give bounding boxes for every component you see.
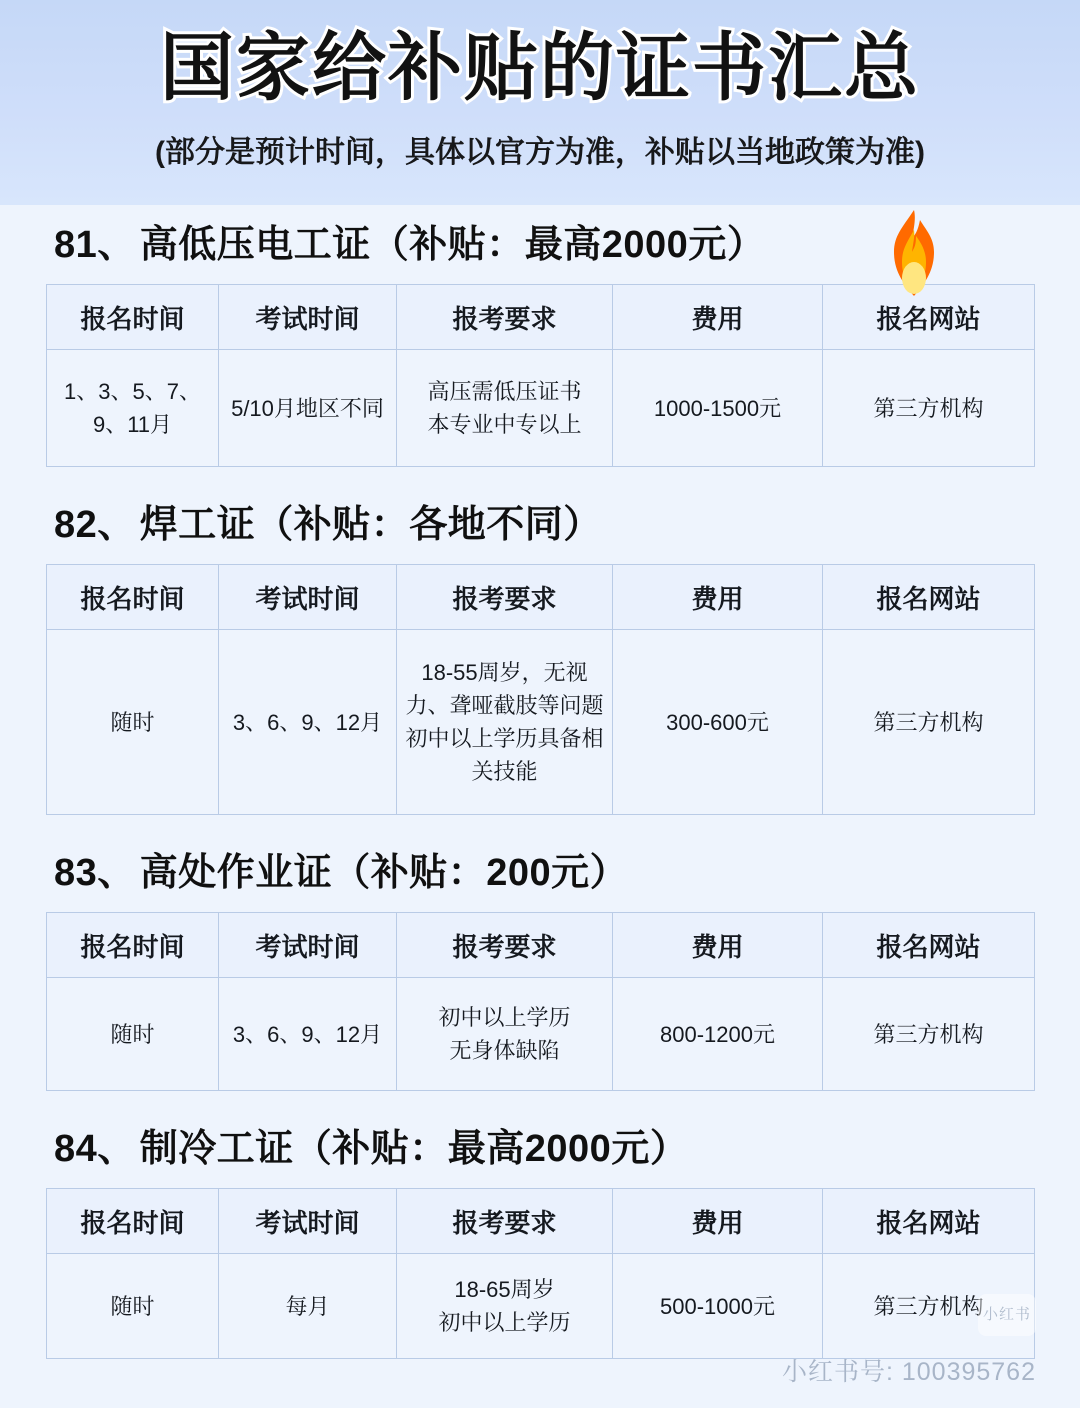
section-84-name: 制冷工证（补贴：最高2000元） (139, 1128, 689, 1170)
section-82-number: 82、 (54, 504, 136, 546)
col-signup-time: 报名时间 (47, 565, 219, 630)
table-row (47, 350, 1035, 467)
cell-requirements: 高压需低压证书 本专业中专以上 (397, 350, 613, 467)
col-fee: 费用 (613, 285, 823, 350)
col-requirements: 报考要求 (397, 285, 613, 350)
table-header-row (47, 565, 1035, 630)
cell-website: 第三方机构 (823, 630, 1035, 815)
table-84 (46, 1188, 1035, 1359)
section-82-name: 焊工证（补贴：各地不同） (139, 504, 602, 546)
col-fee: 费用 (613, 913, 823, 978)
section-84-number: 84、 (54, 1128, 136, 1170)
section-82 (46, 493, 1034, 815)
section-82-title (54, 493, 1034, 548)
col-exam-time: 考试时间 (219, 565, 397, 630)
cell-website: 第三方机构 (823, 978, 1035, 1091)
col-requirements: 报考要求 (397, 913, 613, 978)
cell-fee: 500-1000元 (613, 1254, 823, 1359)
cell-exam-time: 每月 (219, 1254, 397, 1359)
cell-requirements: 18-55周岁，无视力、聋哑截肢等问题 初中以上学历具备相关技能 (397, 630, 613, 815)
col-signup-time: 报名时间 (47, 913, 219, 978)
col-requirements: 报考要求 (397, 565, 613, 630)
table-81 (46, 284, 1035, 467)
col-fee: 费用 (613, 565, 823, 630)
table-row (47, 630, 1035, 815)
col-requirements: 报考要求 (397, 1189, 613, 1254)
col-website: 报名网站 (823, 285, 1035, 350)
page-subtitle: (部分是预计时间，具体以官方为准，补贴以当地政策为准) (155, 135, 925, 169)
cell-website: 第三方机构 (823, 350, 1035, 467)
cell-exam-time: 5/10月地区不同 (219, 350, 397, 467)
col-signup-time: 报名时间 (47, 285, 219, 350)
col-fee: 费用 (613, 1189, 823, 1254)
cell-requirements: 初中以上学历 无身体缺陷 (397, 978, 613, 1091)
col-signup-time: 报名时间 (47, 1189, 219, 1254)
cell-signup-time: 随时 (47, 1254, 219, 1359)
col-exam-time: 考试时间 (219, 1189, 397, 1254)
section-83-name: 高处作业证（补贴：200元） (139, 852, 629, 894)
section-81-number: 81、 (54, 224, 136, 266)
cell-fee: 300-600元 (613, 630, 823, 815)
table-header-row (47, 913, 1035, 978)
table-row (47, 978, 1035, 1091)
cell-signup-time: 随时 (47, 978, 219, 1091)
col-website: 报名网站 (823, 565, 1035, 630)
cell-fee: 1000-1500元 (613, 350, 823, 467)
table-row (47, 1254, 1035, 1359)
table-header-row (47, 1189, 1035, 1254)
cell-exam-time: 3、6、9、12月 (219, 978, 397, 1091)
section-84-title (54, 1117, 1034, 1172)
col-website: 报名网站 (823, 1189, 1035, 1254)
table-82 (46, 564, 1035, 815)
account-id-watermark: 小红书号: 100395762 (781, 1358, 1036, 1386)
cell-requirements: 18-65周岁 初中以上学历 (397, 1254, 613, 1359)
page-title: 国家给补贴的证书汇总 (160, 26, 920, 109)
cell-website: 第三方机构 (823, 1254, 1035, 1359)
fire-emoji (872, 208, 956, 298)
table-83 (46, 912, 1035, 1091)
content-area (0, 213, 1080, 1359)
section-83 (46, 841, 1034, 1091)
section-84 (46, 1117, 1034, 1359)
cell-signup-time: 随时 (47, 630, 219, 815)
cell-signup-time: 1、3、5、7、9、11月 (47, 350, 219, 467)
section-81-name: 高低压电工证（补贴：最高2000元） (139, 224, 766, 266)
section-83-title (54, 841, 1034, 896)
col-website: 报名网站 (823, 913, 1035, 978)
section-83-number: 83、 (54, 852, 136, 894)
page-header (0, 0, 1080, 205)
col-exam-time: 考试时间 (219, 285, 397, 350)
xiaohongshu-logo-watermark: 小红书 (978, 1294, 1036, 1336)
col-exam-time: 考试时间 (219, 913, 397, 978)
cell-fee: 800-1200元 (613, 978, 823, 1091)
cell-exam-time: 3、6、9、12月 (219, 630, 397, 815)
